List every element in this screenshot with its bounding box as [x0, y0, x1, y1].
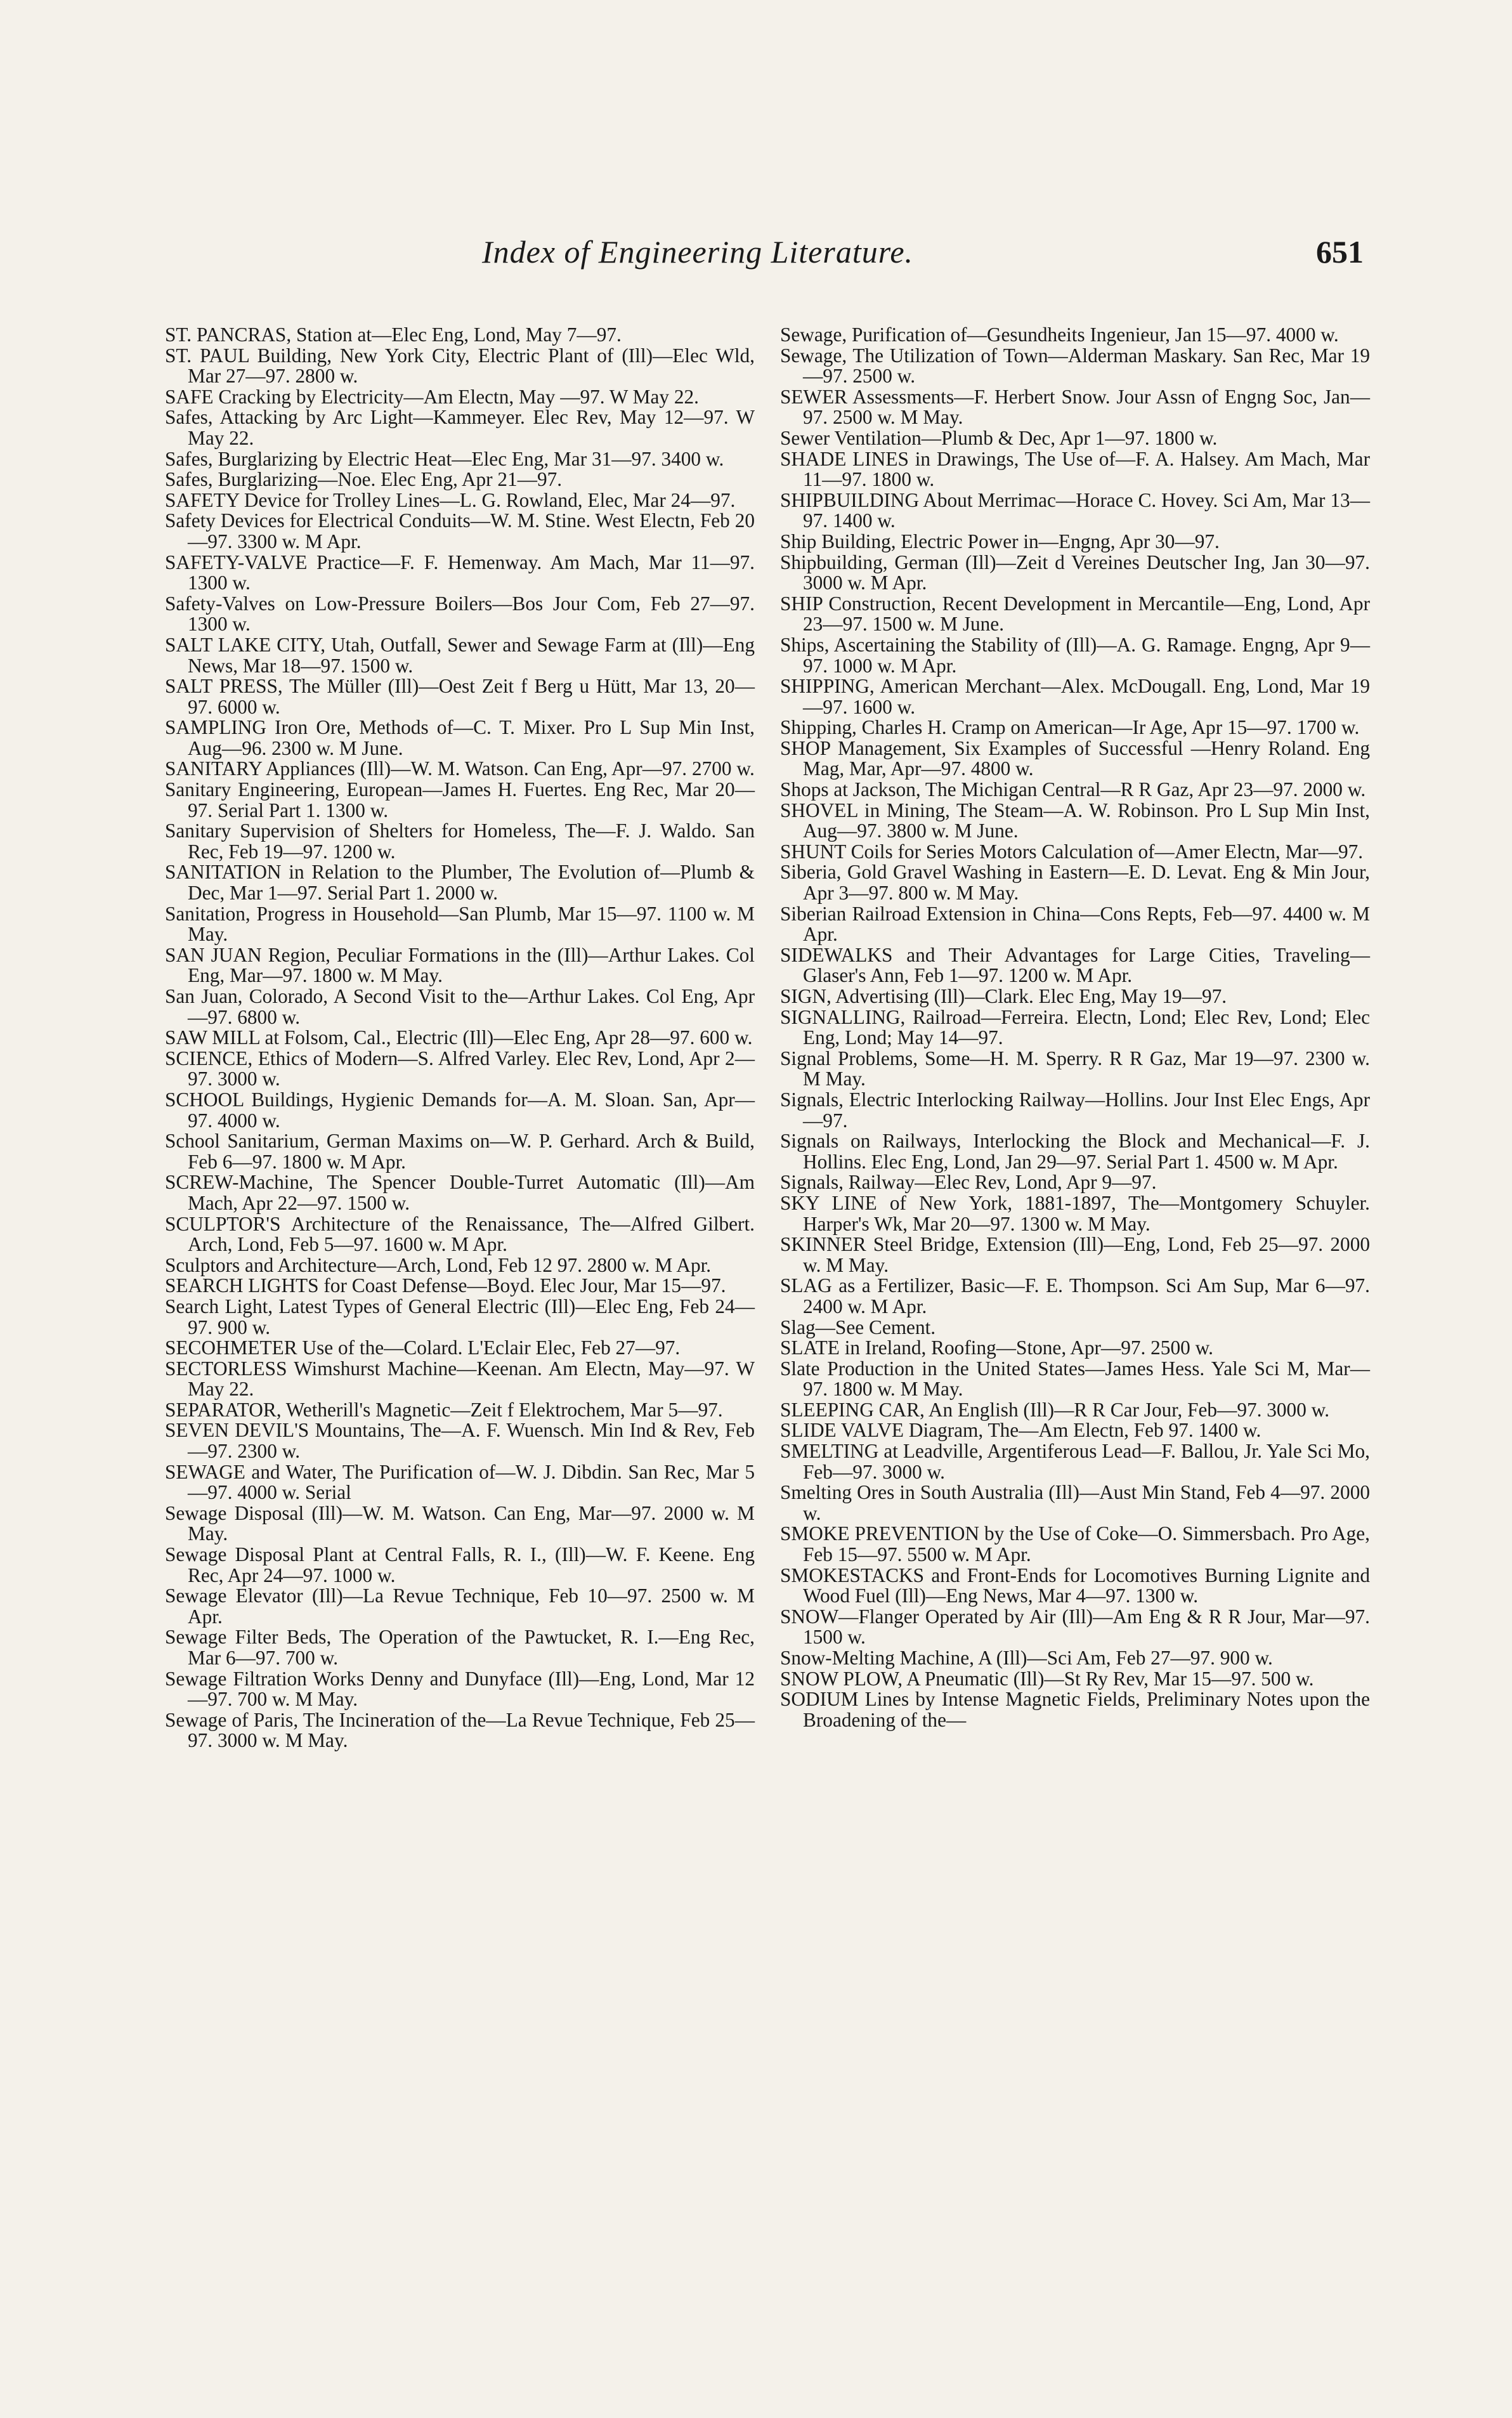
index-entry: School Sanitarium, German Maxims on—W. P. Gerhard. Arch & Build, Feb 6—97. 1800 w. M Apr.	[165, 1130, 755, 1173]
index-entry: SALT LAKE CITY, Utah, Outfall, Sewer and Sewage Farm at (Ill)—Eng News, Mar 18—97. 1500 w.	[165, 633, 755, 677]
index-entry: Safes, Attacking by Arc Light—Kammeyer. Elec Rev, May 12—97. W May 22.	[165, 406, 755, 449]
index-entry: Siberia, Gold Gravel Washing in Eastern—E. D. Levat. Eng & Min Jour, Apr 3—97. 800 w. M May.	[780, 861, 1370, 905]
index-entry: Sewage Disposal (Ill)—W. M. Watson. Can Eng, Mar—97. 2000 w. M May.	[165, 1501, 755, 1545]
index-entry: SLIDE VALVE Diagram, The—Am Electn, Feb 97. 1400 w.	[780, 1419, 1261, 1442]
index-entry: SMELTING at Leadville, Argentiferous Lead—F. Ballou, Jr. Yale Sci Mo, Feb—97. 3000 w.	[780, 1440, 1370, 1483]
index-entry: SECOHMETER Use of the—Colard. L'Eclair Elec, Feb 27—97.	[165, 1336, 681, 1359]
index-entry: Sanitary Supervision of Shelters for Homeless, The—F. J. Waldo. San Rec, Feb 19—97. 1200 w.	[165, 820, 755, 863]
index-entry: Sewage Elevator (Ill)—La Revue Technique, Feb 10—97. 2500 w. M Apr.	[165, 1585, 755, 1628]
index-entry: ST. PANCRAS, Station at—Elec Eng, Lond, May 7—97.	[165, 323, 622, 346]
index-entry: SKY LINE of New York, 1881-1897, The—Montgomery Schuyler. Harper's Wk, Mar 20—97. 1300 w. M May.	[780, 1191, 1370, 1235]
index-entry: SCIENCE, Ethics of Modern—S. Alfred Varley. Elec Rev, Lond, Apr 2—97. 3000 w.	[165, 1047, 755, 1090]
index-entry: SAFETY Device for Trolley Lines—L. G. Rowland, Elec, Mar 24—97.	[165, 488, 736, 511]
index-entry: SCHOOL Buildings, Hygienic Demands for—A. M. Sloan. San, Apr—97. 4000 w.	[165, 1088, 755, 1132]
index-entry: Siberian Railroad Extension in China—Cons Repts, Feb—97. 4400 w. M Apr.	[780, 902, 1370, 946]
index-entry: SEVEN DEVIL'S Mountains, The—A. F. Wuensch. Min Ind & Rev, Feb—97. 2300 w.	[165, 1419, 755, 1463]
index-entry: SAMPLING Iron Ore, Methods of—C. T. Mixer. Pro L Sup Min Inst, Aug—96. 2300 w. M June.	[165, 716, 755, 759]
index-entry: Sewage, The Utilization of Town—Alderman Maskary. San Rec, Mar 19—97. 2500 w.	[780, 344, 1370, 388]
index-entry: SODIUM Lines by Intense Magnetic Fields, Preliminary Notes upon the Broadening of the—	[780, 1688, 1370, 1731]
index-entry: Shipbuilding, German (Ill)—Zeit d Vereines Deutscher Ing, Jan 30—97. 3000 w. M Apr.	[780, 551, 1370, 594]
index-entry: Ship Building, Electric Power in—Engng, Apr 30—97.	[780, 530, 1220, 552]
index-entry: SNOW PLOW, A Pneumatic (Ill)—St Ry Rev, Mar 15—97. 500 w.	[780, 1667, 1314, 1690]
index-entry: Safes, Burglarizing—Noe. Elec Eng, Apr 21—97.	[165, 468, 563, 491]
index-entry: SKINNER Steel Bridge, Extension (Ill)—Eng, Lond, Feb 25—97. 2000 w. M May.	[780, 1233, 1370, 1276]
index-entry: Sewer Ventilation—Plumb & Dec, Apr 1—97. 1800 w.	[780, 426, 1218, 449]
index-entry: SCULPTOR'S Architecture of the Renaissance, The—Alfred Gilbert. Arch, Lond, Feb 5—97. 1600 w. M Apr.	[165, 1212, 755, 1256]
index-entry: SHIPPING, American Merchant—Alex. McDougall. Eng, Lond, Mar 19—97. 1600 w.	[780, 675, 1370, 718]
index-entry: Slate Production in the United States—James Hess. Yale Sci M, Mar—97. 1800 w. M May.	[780, 1357, 1370, 1401]
index-entry: SAN JUAN Region, Peculiar Formations in the (Ill)—Arthur Lakes. Col Eng, Mar—97. 1800 w. M May.	[165, 943, 755, 987]
index-entry: SLAG as a Fertilizer, Basic—F. E. Thompson. Sci Am Sup, Mar 6—97. 2400 w. M Apr.	[780, 1274, 1370, 1317]
index-entry: SHOVEL in Mining, The Steam—A. W. Robinson. Pro L Sup Min Inst, Aug—97. 3800 w. M June.	[780, 799, 1370, 842]
index-entry: SMOKESTACKS and Front-Ends for Locomotives Burning Lignite and Wood Fuel (Ill)—Eng News, Mar 4—97. 1300 w.	[780, 1564, 1370, 1607]
index-entry: SEWAGE and Water, The Purification of—W. J. Dibdin. San Rec, Mar 5—97. 4000 w. Serial	[165, 1460, 755, 1504]
index-entry: Sewage, Purification of—Gesundheits Ingenieur, Jan 15—97. 4000 w.	[780, 323, 1339, 346]
index-entry: Safety Devices for Electrical Conduits—W. M. Stine. West Electn, Feb 20—97. 3300 w. M Apr.	[165, 509, 755, 552]
index-entry: Slag—See Cement.	[780, 1316, 936, 1338]
index-entry: SIGN, Advertising (Ill)—Clark. Elec Eng, May 19—97.	[780, 985, 1227, 1007]
index-entry: Sewage of Paris, The Incineration of the—La Revue Technique, Feb 25—97. 3000 w. M May.	[165, 1708, 755, 1752]
right-column	[780, 325, 1370, 1730]
index-entry: Signals, Railway—Elec Rev, Lond, Apr 9—97.	[780, 1171, 1157, 1194]
left-column	[165, 325, 755, 1751]
running-title: Index of Engineering Literature.	[482, 234, 914, 270]
index-entry: SAW MILL at Folsom, Cal., Electric (Ill)—Elec Eng, Apr 28—97. 600 w.	[165, 1026, 753, 1049]
index-entry: SAFETY-VALVE Practice—F. F. Hemenway. Am Mach, Mar 11—97. 1300 w.	[165, 551, 755, 594]
index-entry: Sanitary Engineering, European—James H. Fuertes. Eng Rec, Mar 20—97. Serial Part 1. 1300 w.	[165, 778, 755, 821]
index-entry: SECTORLESS Wimshurst Machine—Keenan. Am Electn, May—97. W May 22.	[165, 1357, 755, 1401]
index-entry: Safes, Burglarizing by Electric Heat—Elec Eng, Mar 31—97. 3400 w.	[165, 447, 724, 470]
index-entry: SNOW—Flanger Operated by Air (Ill)—Am Eng & R R Jour, Mar—97. 1500 w.	[780, 1605, 1370, 1649]
index-entry: SANITARY Appliances (Ill)—W. M. Watson. Can Eng, Apr—97. 2700 w.	[165, 757, 755, 780]
index-entry: SHOP Management, Six Examples of Successful —Henry Roland. Eng Mag, Mar, Apr—97. 4800 w.	[780, 736, 1370, 780]
index-entry: Sanitation, Progress in Household—San Plumb, Mar 15—97. 1100 w. M May.	[165, 902, 755, 946]
index-entry: Sewage Filter Beds, The Operation of the Pawtucket, R. I.—Eng Rec, Mar 6—97. 700 w.	[165, 1626, 755, 1669]
index-entry: SHIP Construction, Recent Development in Mercantile—Eng, Lond, Apr 23—97. 1500 w. M June.	[780, 592, 1370, 636]
index-entry: Sculptors and Architecture—Arch, Lond, Feb 12 97. 2800 w. M Apr.	[165, 1253, 712, 1276]
index-entry: Shops at Jackson, The Michigan Central—R R Gaz, Apr 23—97. 2000 w.	[780, 778, 1366, 801]
index-entry: Smelting Ores in South Australia (Ill)—Aust Min Stand, Feb 4—97. 2000 w.	[780, 1481, 1370, 1524]
index-entry: SEPARATOR, Wetherill's Magnetic—Zeit f Elektrochem, Mar 5—97.	[165, 1398, 723, 1421]
index-entry: SEWER Assessments—F. Herbert Snow. Jour Assn of Engng Soc, Jan—97. 2500 w. M May.	[780, 385, 1370, 429]
index-entry: SLATE in Ireland, Roofing—Stone, Apr—97. 2500 w.	[780, 1336, 1213, 1359]
index-entry: SMOKE PREVENTION by the Use of Coke—O. Simmersbach. Pro Age, Feb 15—97. 5500 w. M Apr.	[780, 1522, 1370, 1566]
page-number: 651	[1316, 234, 1364, 270]
index-entry: Signals, Electric Interlocking Railway—Hollins. Jour Inst Elec Engs, Apr—97.	[780, 1088, 1370, 1132]
index-entry: SHADE LINES in Drawings, The Use of—F. A. Halsey. Am Mach, Mar 11—97. 1800 w.	[780, 447, 1370, 491]
index-entry: SHIPBUILDING About Merrimac—Horace C. Hovey. Sci Am, Mar 13—97. 1400 w.	[780, 488, 1370, 532]
index-entry: SCREW-Machine, The Spencer Double-Turret Automatic (Ill)—Am Mach, Apr 22—97. 1500 w.	[165, 1171, 755, 1214]
index-entry: SAFE Cracking by Electricity—Am Electn, May —97. W May 22.	[165, 385, 699, 408]
index-entry: Safety-Valves on Low-Pressure Boilers—Bos Jour Com, Feb 27—97. 1300 w.	[165, 592, 755, 636]
index-entry: San Juan, Colorado, A Second Visit to the—Arthur Lakes. Col Eng, Apr—97. 6800 w.	[165, 985, 755, 1028]
index-entry: Snow-Melting Machine, A (Ill)—Sci Am, Feb 27—97. 900 w.	[780, 1647, 1273, 1669]
index-entry: SEARCH LIGHTS for Coast Defense—Boyd. Elec Jour, Mar 15—97.	[165, 1274, 726, 1297]
index-entry: SHUNT Coils for Series Motors Calculation of—Amer Electn, Mar—97.	[780, 840, 1364, 863]
index-entry: SANITATION in Relation to the Plumber, The Evolution of—Plumb & Dec, Mar 1—97. Serial Part 1. 2000 w.	[165, 861, 755, 905]
index-entry: SLEEPING CAR, An English (Ill)—R R Car Jour, Feb—97. 3000 w.	[780, 1398, 1330, 1421]
index-entry: SALT PRESS, The Müller (Ill)—Oest Zeit f Berg u Hütt, Mar 13, 20—97. 6000 w.	[165, 675, 755, 718]
index-entry: ST. PAUL Building, New York City, Electric Plant of (Ill)—Elec Wld, Mar 27—97. 2800 w.	[165, 344, 755, 388]
index-entry: Sewage Filtration Works Denny and Dunyface (Ill)—Eng, Lond, Mar 12—97. 700 w. M May.	[165, 1667, 755, 1711]
index-entry: Sewage Disposal Plant at Central Falls, R. I., (Ill)—W. F. Keene. Eng Rec, Apr 24—97. 1000 w.	[165, 1543, 755, 1586]
index-entry: Signal Problems, Some—H. M. Sperry. R R Gaz, Mar 19—97. 2300 w. M May.	[780, 1047, 1370, 1090]
index-entry: Signals on Railways, Interlocking the Block and Mechanical—F. J. Hollins. Elec Eng, Lond, Jan 29—97. Serial Part 1. 4500 w. M Apr.	[780, 1130, 1370, 1173]
page-header	[482, 233, 1364, 291]
index-entry: Shipping, Charles H. Cramp on American—Ir Age, Apr 15—97. 1700 w.	[780, 716, 1360, 739]
index-entry: Search Light, Latest Types of General Electric (Ill)—Elec Eng, Feb 24—97. 900 w.	[165, 1295, 755, 1338]
index-entry: Ships, Ascertaining the Stability of (Ill)—A. G. Ramage. Engng, Apr 9—97. 1000 w. M Apr.	[780, 633, 1370, 677]
index-entry: SIGNALLING, Railroad—Ferreira. Electn, Lond; Elec Rev, Lond; Elec Eng, Lond; May 14—97.	[780, 1005, 1370, 1049]
index-entry: SIDEWALKS and Their Advantages for Large Cities, Traveling—Glaser's Ann, Feb 1—97. 1200 w. M Apr.	[780, 943, 1370, 987]
